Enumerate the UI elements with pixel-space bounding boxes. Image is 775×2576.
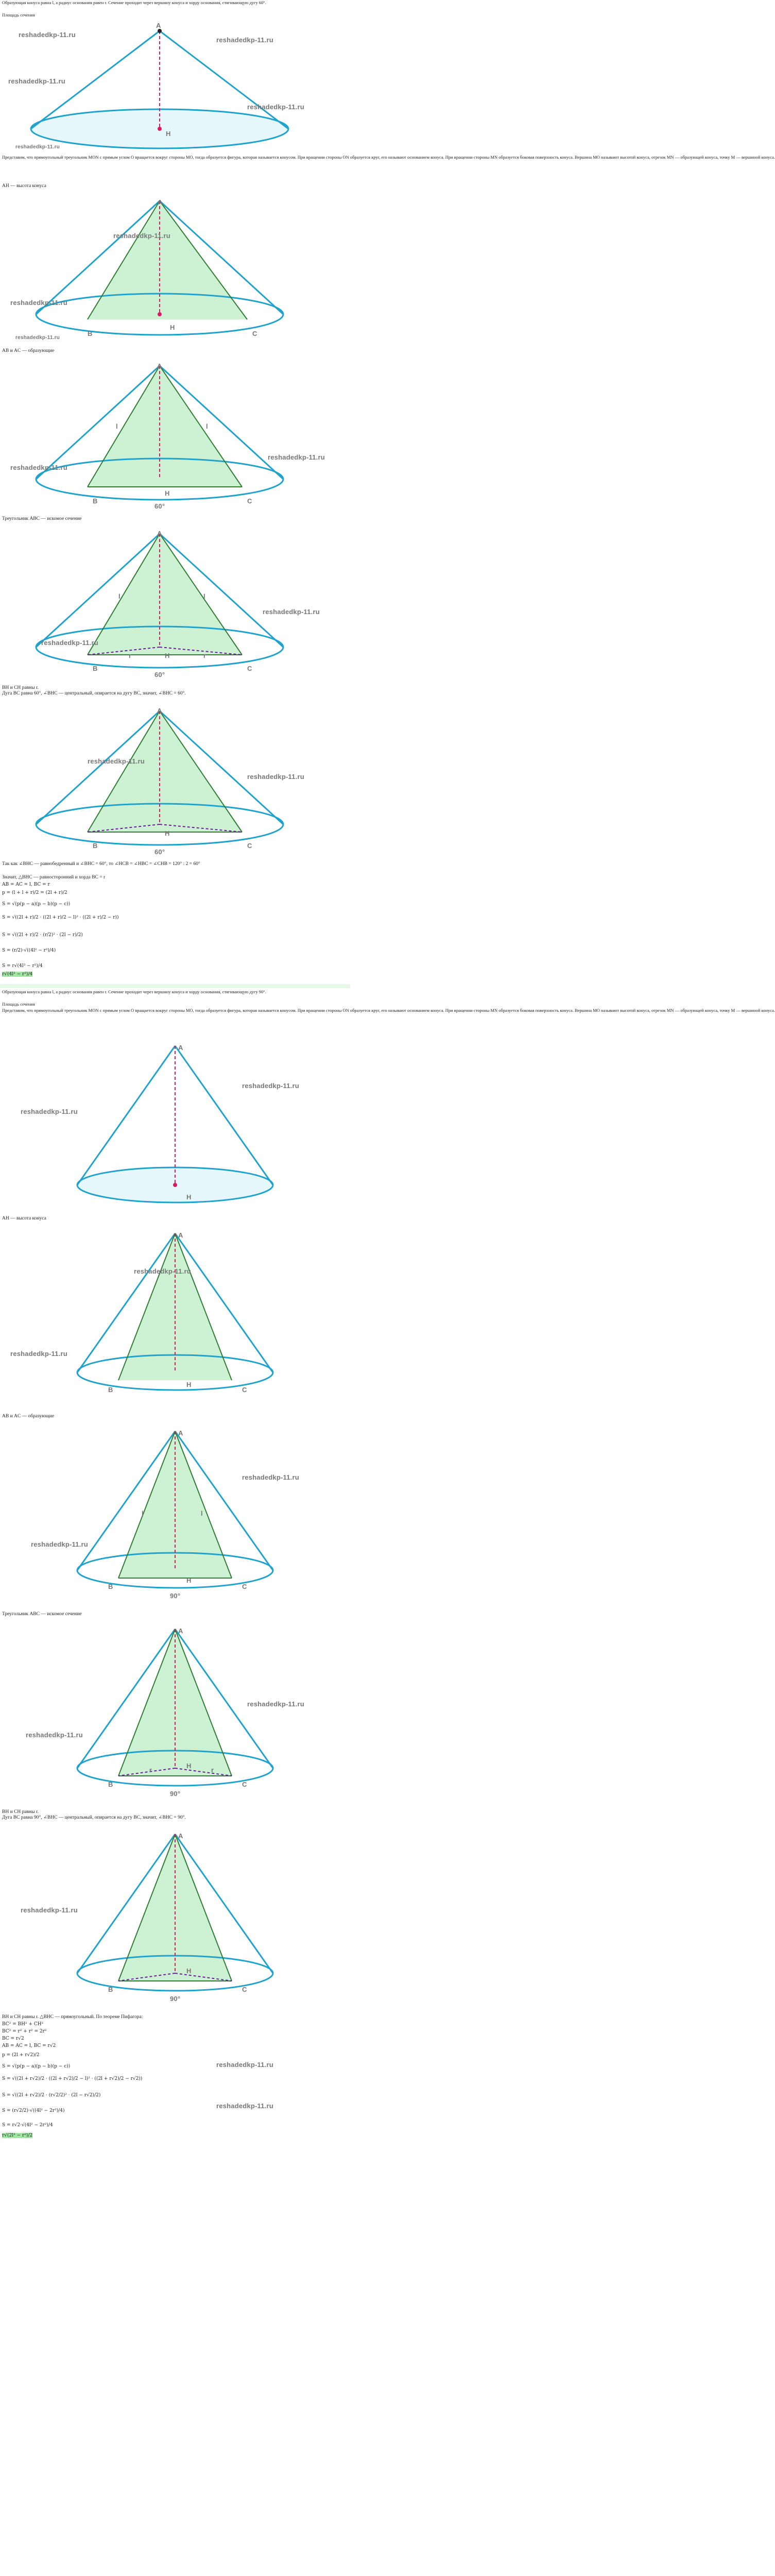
cone-figure-4 [31,523,319,683]
label-B: B [108,1781,113,1788]
watermark: reshadedkp-11.ru [19,31,76,39]
cone-figure-5 [31,701,319,860]
label-A: A [178,1231,183,1239]
bh-text-1b: Дуга BC равна 60°, ∠BHC — центральный, опирается на дугу BC, значит, ∠BHC = 60°. [2,691,186,696]
watermark: reshadedkp-11.ru [263,608,320,616]
label-C: C [242,1986,247,1993]
label-angle-90: 90° [170,1790,181,1798]
label-H: H [186,1967,192,1975]
calc-1-4: S = √(p(p − a)(p − b)(p − c)) [2,902,71,907]
label-C: C [247,665,252,672]
watermark: reshadedkp-11.ru [134,1267,191,1275]
label-H: H [186,1577,192,1584]
label-r: r [211,1766,214,1774]
calc-2-3: BC = r√2 [2,2036,24,2041]
label-H: H [166,130,171,138]
section-divider [0,984,350,988]
label-angle-60: 60° [154,502,165,510]
label-H: H [186,1193,192,1201]
bh-text-2a: BH и CH равны r. [2,1809,39,1815]
calc-2-9: S = (r√2/2)·√((4l² − 2r²)/4) [2,2108,65,2113]
answer-1-value: r√(4l² − r²)/4 [2,972,33,977]
label-C: C [247,497,252,505]
watermark: reshadedkp-11.ru [10,1350,67,1358]
watermark: reshadedkp-11.ru [216,36,273,44]
label-H: H [165,652,170,659]
label-l: l [206,422,208,430]
watermark: reshadedkp-11.ru [247,773,304,781]
watermark: reshadedkp-11.ru [10,299,67,307]
caption-height-1: AH — высота конуса [2,183,46,189]
label-C: C [252,330,257,337]
caption-generatrix-2: AB и AC — образующие [2,1414,55,1419]
label-H: H [186,1381,192,1388]
label-B: B [93,665,98,672]
label-H: H [186,1762,192,1770]
watermark: reshadedkp-11.ru [242,1082,299,1090]
problem-text-1a: Образующая конуса равна l, а радиус основания равен r. Сечение проходит через вершину конуса и хорду основания, стягивающую дугу 60°. [2,0,266,5]
calc-2-6: S = √(p(p − a)(p − b)(p − c)) [2,2064,71,2069]
cone-figure-2-1 [62,1036,288,1211]
label-A: A [156,22,161,29]
bh-text-2b: Дуга BC равна 90°, ∠BHC — центральный, опирается на дугу BC, значит, ∠BHC = 90°. [2,1815,186,1820]
label-B: B [93,842,98,850]
problem-text-2b: Площадь сечения [2,1002,35,1007]
label-l: l [201,1510,203,1517]
cone-figure-2-5 [62,1824,288,2009]
label-A: A [157,362,162,370]
caption-section-2: Треугольник ABC — искомое сечение [2,1612,82,1617]
cone-figure-2-4 [62,1619,288,1804]
label-B: B [108,1986,113,1993]
watermark: reshadedkp-11.ru [21,1108,78,1115]
calc-1-8: S = r√(4l² − r²)/4 [2,963,43,969]
label-C: C [242,1781,247,1788]
calc-2-1: BC² = BH² + CH² [2,2022,44,2027]
label-B: B [108,1583,113,1590]
label-B: B [88,330,93,337]
watermark: reshadedkp-11.ru [247,103,304,111]
label-A: A [157,530,162,537]
watermark: reshadedkp-11.ru [41,639,98,647]
watermark: reshadedkp-11.ru [216,2102,273,2110]
label-A: A [178,1832,183,1840]
label-l: l [203,592,205,600]
intro-text-2: Представим, что прямоугольный треугольник MON с прямым углом O вращается вокруг стороны MO, тогда образуется фигура, которая называется конусом. При вращении стороны ON образуется круг, его называют основанием конуса. При вращении стороны MN образуется боковая поверхность конуса. Вершина MO называют высотой конуса, отрезок MN — образующей конуса, точку M — вершиной конуса. [2,1008,775,1013]
label-r: r [129,652,132,659]
intro-text-1: Представим, что прямоугольный треугольник MON с прямым углом O вращается вокруг стороны MO, тогда образуется фигура, которая называется конусом. При вращении стороны ON образуется круг, его называют основанием конуса. При вращении стороны MN образуется боковая поверхность конуса. Вершина MO называют высотой конуса, отрезок MN — образующей конуса, точку M — вершиной конуса. [2,155,775,160]
label-A: A [178,1044,183,1052]
label-l: l [118,592,120,600]
calc-1-0: Так как ∠BHC — равнобедренный и ∠BHC = 60°, то ∠HCB = ∠HBC = ∠CHB = 120° : 2 = 60° [2,861,200,867]
watermark: reshadedkp-11.ru [242,1473,299,1481]
label-l: l [116,422,118,430]
caption-generatrix-1: AB и AC — образующие [2,348,55,353]
calc-1-5: S = √((2l + r)/2 · ((2l + r)/2 − l)² · ((2l + r)/2 − r)) [2,915,119,920]
problem-text-2a: Образующая конуса равна l, а радиус основания равен r. Сечение проходит через вершину конуса и хорду основания, стягивающую дугу 90°. [2,989,266,994]
watermark: reshadedkp-11.ru [10,464,67,471]
bh-text-1a: BH и CH равны r. [2,685,39,690]
cone-figure-2-2 [62,1223,288,1409]
calc-2-2: BC² = r² + r² = 2r² [2,2029,47,2034]
label-A: A [178,1429,183,1437]
problem-text-1b: Площадь сечения [2,12,35,18]
calc-1-7: S = (r/2)·√((4l² − r²)/4) [2,948,56,953]
calc-1-6: S = √((2l + r)/2 · (r/2)² · (2l − r)/2) [2,933,83,938]
watermark: reshadedkp-11.ru [247,1700,304,1708]
label-A: A [158,198,163,206]
label-angle-60: 60° [154,848,165,856]
calc-1-1: Значит, △BHC — равносторонний и хорда BC = r [2,875,106,880]
watermark: reshadedkp-11.ru [8,77,65,85]
label-B: B [93,497,98,505]
cone-figure-2 [26,191,314,345]
watermark: reshadedkp-11.ru [26,1731,83,1739]
watermark: reshadedkp-11.ru [31,1540,88,1548]
caption-section-1: Треугольник ABC — искомое сечение [2,516,82,521]
calc-2-8: S = √((2l + r√2)/2 · (r√2/2)² · (2l − r√2)/2) [2,2093,101,2098]
calc-1-2: AB = AC = l, BC = r [2,882,50,887]
watermark: reshadedkp-11.ru [113,232,170,240]
label-angle-90: 90° [170,1592,181,1600]
label-r: r [149,1766,152,1774]
label-A: A [157,707,162,715]
label-C: C [242,1386,247,1394]
answer-1 [2,972,346,977]
answer-2 [2,2133,346,2139]
label-l: l [142,1510,144,1517]
calc-2-4: AB = AC = l, BC = r√2 [2,2043,56,2048]
label-H: H [170,324,175,331]
watermark: reshadedkp-11.ru [21,1906,78,1914]
calc-2-7: S = √((2l + r√2)/2 · ((2l + r√2)/2 − l)² · ((2l + r√2)/2 − r√2)) [2,2076,143,2081]
calc-2-10: S = r√2·√(4l² − 2r²)/4 [2,2123,53,2128]
calc-2-5: p = (2l + r√2)/2 [2,2053,40,2058]
label-B: B [108,1386,113,1394]
label-angle-90: 90° [170,1995,181,2003]
watermark: reshadedkp-11.ru [88,757,145,765]
calc-2-0: BH и CH равны r. △BHC — прямоугольный. По теореме Пифагора: [2,2014,143,2020]
label-r: r [203,652,206,659]
cone-figure-2-3 [62,1421,288,1606]
label-H: H [165,829,170,837]
label-C: C [247,842,252,850]
watermark: reshadedkp-11.ru [268,453,325,461]
calc-1-3: p = (l + l + r)/2 = (2l + r)/2 [2,890,67,895]
watermark: reshadedkp-11.ru [15,335,60,341]
watermark: reshadedkp-11.ru [15,144,60,150]
watermark: reshadedkp-11.ru [216,2061,273,2069]
label-H: H [165,489,170,497]
label-A: A [178,1627,183,1635]
label-C: C [242,1583,247,1590]
caption-height-2: AH — высота конуса [2,1216,46,1221]
label-angle-60: 60° [154,671,165,679]
answer-2-value: r√(2l² − r²)/2 [2,2133,33,2138]
cone-figure-3 [31,355,319,510]
